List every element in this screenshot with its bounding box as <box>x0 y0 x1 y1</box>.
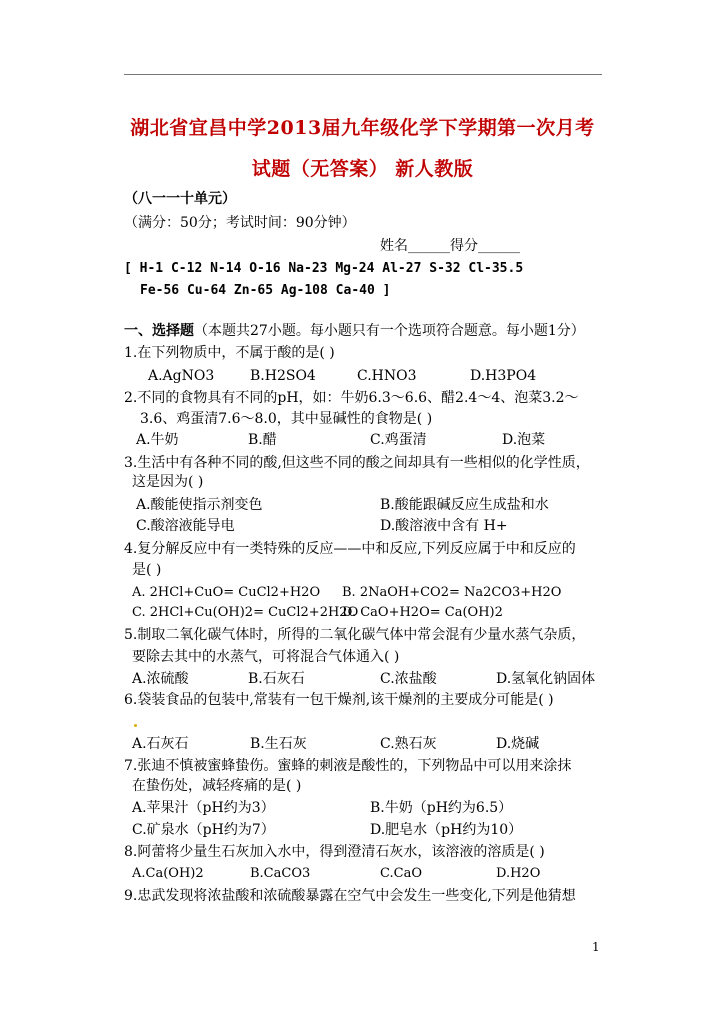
q6-option-a: A.石灰石 <box>132 736 189 752</box>
q7-option-a: A.苹果汁（pH约为3） <box>132 800 275 816</box>
q6-option-d: D.烧碱 <box>496 736 540 752</box>
question-6: 6.袋装食品的包装中,常装有一包干燥剂,该干燥剂的主要成分可能是( ) <box>124 692 554 708</box>
q8-option-b: B.CaCO3 <box>250 866 311 881</box>
question-3-line-2: 这是因为( ) <box>132 474 204 490</box>
q5-option-b: B.石灰石 <box>248 671 305 687</box>
q2-option-b: B.醋 <box>248 432 277 448</box>
section-heading <box>124 322 585 340</box>
q4-option-a: A. 2HCl+CuO= CuCl2+H2O <box>132 585 321 600</box>
section-title: 一、选择题 <box>124 323 194 339</box>
units-range: （八一一十单元） <box>124 191 236 207</box>
q4-option-d: D. CaO+H2O= Ca(OH)2 <box>342 605 503 620</box>
q2-option-c: C.鸡蛋清 <box>370 432 427 448</box>
q1-option-c: C.HNO3 <box>357 368 417 384</box>
section-description: （本题共27小题。每小题只有一个选项符合题意。每小题1分） <box>194 323 585 339</box>
question-5-line-2: 要除去其中的水蒸气，可将混合气体通入( ) <box>132 649 400 665</box>
q2-option-a: A.牛奶 <box>136 432 179 448</box>
question-4-line-1: 4.复分解反应中有一类特殊的反应——中和反应,下列反应属于中和反应的 <box>124 541 576 557</box>
question-2-line-2: 3.6、鸡蛋清7.6～8.0，其中显碱性的食物是( ) <box>140 411 433 427</box>
q1-option-b: B.H2SO4 <box>250 368 316 384</box>
q7-option-c: C.矿泉水（pH约为7） <box>132 822 275 838</box>
page-number: 1 <box>592 940 600 954</box>
q5-option-d: D.氢氧化钠固体 <box>496 671 596 687</box>
stray-mark <box>134 724 137 727</box>
question-5-line-1: 5.制取二氧化碳气体时，所得的二氧化碳气体中常会混有少量水蒸气杂质， <box>124 627 586 643</box>
q7-option-b: B.牛奶（pH约为6.5） <box>370 800 513 816</box>
q6-option-c: C.熟石灰 <box>380 736 437 752</box>
q6-option-b: B.生石灰 <box>250 736 307 752</box>
q3-option-b: B.酸能跟碱反应生成盐和水 <box>380 497 549 513</box>
document-title-line-1: 湖北省宜昌中学2013届九年级化学下学期第一次月考 <box>130 117 595 139</box>
question-4-line-2: 是( ) <box>132 562 162 578</box>
question-7-line-1: 7.张迪不慎被蜜蜂蛰伤。蜜蜂的刺液是酸性的，下列物品中可以用来涂抹 <box>124 758 572 774</box>
document-title-line-2: 试题（无答案） 新人教版 <box>251 158 474 180</box>
question-8: 8.阿蕾将少量生石灰加入水中，得到澄清石灰水，该溶液的溶质是( ) <box>124 844 545 860</box>
atomic-masses-line-1: [ H-1 C-12 N-14 O-16 Na-23 Mg-24 Al-27 S-32 Cl-35.5 <box>124 261 524 276</box>
q3-option-d: D.酸溶液中含有 H+ <box>380 518 508 534</box>
name-score-fields: 姓名______得分______ <box>380 238 520 254</box>
q4-option-c: C. 2HCl+Cu(OH)2= CuCl2+2H2O <box>132 605 359 620</box>
q8-option-c: C.CaO <box>380 866 422 881</box>
q4-option-b: B. 2NaOH+CO2= Na2CO3+H2O <box>342 585 562 600</box>
question-2-line-1: 2.不同的食物具有不同的pH，如：牛奶6.3～6.6、醋2.4～4、泡菜3.2～ <box>124 390 579 406</box>
atomic-masses-line-2: Fe-56 Cu-64 Zn-65 Ag-108 Ca-40 ] <box>140 283 391 298</box>
question-3-line-1: 3.生活中有各种不同的酸,但这些不同的酸之间却具有一些相似的化学性质， <box>124 455 590 471</box>
q3-option-a: A.酸能使指示剂变色 <box>136 497 263 513</box>
question-9: 9.忠武发现将浓盐酸和浓硫酸暴露在空气中会发生一些变化,下列是他猜想 <box>124 888 576 904</box>
q8-option-a: A.Ca(OH)2 <box>132 866 204 881</box>
header-rule <box>124 74 602 75</box>
score-time-info: （满分：50分；考试时间：90分钟） <box>124 215 356 231</box>
q5-option-a: A.浓硫酸 <box>132 671 189 687</box>
question-7-line-2: 在蛰伤处，减轻疼痛的是( ) <box>132 778 302 794</box>
q1-option-d: D.H3PO4 <box>470 368 537 384</box>
q5-option-c: C.浓盐酸 <box>380 671 437 687</box>
q2-option-d: D.泡菜 <box>502 432 546 448</box>
question-1: 1.在下列物质中，不属于酸的是( ) <box>124 345 335 361</box>
q3-option-c: C.酸溶液能导电 <box>136 518 235 534</box>
q8-option-d: D.H2O <box>496 866 541 881</box>
q7-option-d: D.肥皂水（pH约为10） <box>370 822 523 838</box>
q1-option-a: A.AgNO3 <box>148 368 215 384</box>
